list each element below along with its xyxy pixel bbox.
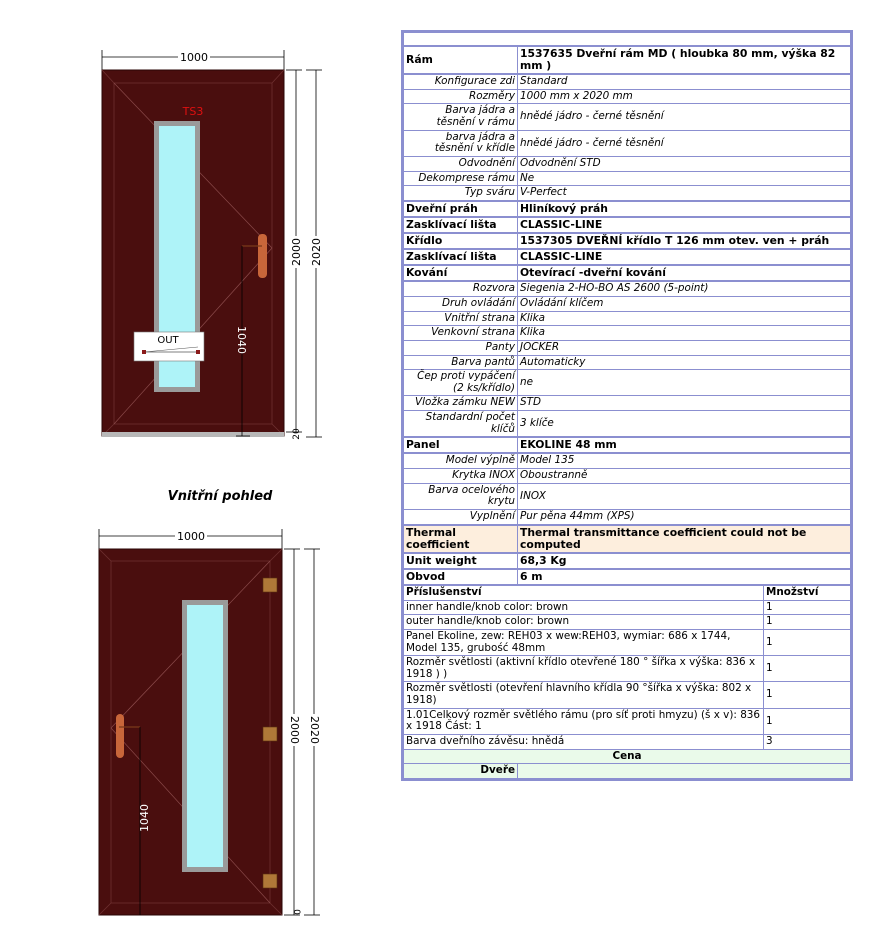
spec-detail-row	[403, 186, 852, 201]
spec-value: 6 m	[518, 569, 852, 585]
spec-section-row	[403, 265, 852, 281]
spec-value: Thermal transmittance coefficient could not be computed	[518, 525, 852, 553]
spec-detail-row	[403, 326, 852, 341]
spec-section-row	[403, 437, 852, 453]
accessory-item: Rozměr světlosti (otevření hlavního křídla 90 °šířka x výška: 802 x 1918)	[403, 682, 764, 708]
accessory-row	[403, 656, 852, 682]
inner-height-inner-label: 2000	[288, 716, 301, 744]
spec-label: Barva ocelového krytu	[403, 483, 518, 509]
accessory-item: 1.01Celkový rozměr světlého rámu (pro síť proti hmyzu) (š x v): 836 x 1918 Část: 1	[403, 708, 764, 734]
spec-label: Konfigurace zdi	[403, 74, 518, 89]
spec-detail-row	[403, 281, 852, 296]
spec-label: Panty	[403, 340, 518, 355]
spec-detail-row	[403, 483, 852, 509]
accessory-row	[403, 682, 852, 708]
spec-value: hnědé jádro - černé těsnění	[518, 104, 852, 130]
spec-value: V-Perfect	[518, 186, 852, 201]
spec-detail-row	[403, 74, 852, 89]
spec-label: Dveřní práh	[403, 201, 518, 217]
accessory-qty: 1	[764, 600, 852, 615]
spec-label: Zasklívací lišta	[403, 217, 518, 233]
spec-label: Panel	[403, 437, 518, 453]
accessory-qty: 1	[764, 629, 852, 655]
spec-detail-row	[403, 469, 852, 484]
spec-section-row	[403, 217, 852, 233]
spec-detail-row	[403, 311, 852, 326]
table-top-strip	[403, 32, 852, 47]
spec-label: Vložka zámku NEW	[403, 396, 518, 411]
spec-value: Hliníkový práh	[518, 201, 852, 217]
spec-label: Vyplnění	[403, 510, 518, 525]
quantity-header: Množství	[764, 585, 852, 600]
accessory-qty: 1	[764, 615, 852, 630]
outer-ts3-badge: TS3	[182, 105, 204, 118]
spec-value: 3 klíče	[518, 411, 852, 438]
spec-label: Čep proti vypáčení (2 ks/křídlo)	[403, 370, 518, 396]
outer-threshold	[102, 432, 284, 437]
spec-value: 1537305 DVEŘNÍ křídlo T 126 mm otev. ven + práh	[518, 233, 852, 249]
spec-value: Klika	[518, 326, 852, 341]
accessory-qty: 1	[764, 708, 852, 734]
spec-label: Rám	[403, 46, 518, 74]
spec-detail-row	[403, 411, 852, 438]
inner-width-label: 1000	[177, 530, 205, 543]
spec-label: Model výplně	[403, 453, 518, 468]
accessory-qty: 1	[764, 656, 852, 682]
spec-label: Kování	[403, 265, 518, 281]
price-header-row	[403, 749, 852, 764]
spec-label: Barva jádra a těsnění v rámu	[403, 104, 518, 130]
door-price-row	[403, 764, 852, 780]
spec-detail-row	[403, 104, 852, 130]
spec-label: Rozměry	[403, 89, 518, 104]
spec-value: Automaticky	[518, 355, 852, 370]
outer-height-inner-label: 2000	[290, 238, 303, 266]
inner-height-total-label: 2020	[308, 716, 321, 744]
accessory-qty: 1	[764, 682, 852, 708]
outer-height-total-label: 2020	[310, 238, 323, 266]
accessory-row	[403, 600, 852, 615]
inner-hinge-top-icon	[263, 578, 277, 592]
inner-glass-pane	[187, 605, 223, 867]
accessory-qty: 3	[764, 735, 852, 750]
spec-label: Vnitřní strana	[403, 311, 518, 326]
spec-value: CLASSIC-LINE	[518, 249, 852, 265]
spec-detail-row	[403, 89, 852, 104]
spec-value: Pur pěna 44mm (XPS)	[518, 510, 852, 525]
accessory-item: Rozměr světlosti (aktivní křídlo otevřené 180 ° šířka x výška: 836 x 1918 ) )	[403, 656, 764, 682]
spec-value: ne	[518, 370, 852, 396]
door-price-label: Dveře	[403, 764, 518, 780]
spec-value: EKOLINE 48 mm	[518, 437, 852, 453]
accessory-row	[403, 615, 852, 630]
accessories-header-row	[403, 585, 852, 600]
door-drawings	[0, 0, 395, 932]
door-price-value	[518, 764, 852, 780]
spec-label: Rozvora	[403, 281, 518, 296]
spec-detail-row	[403, 370, 852, 396]
spec-label: Venkovní strana	[403, 326, 518, 341]
accessories-header: Příslušenství	[403, 585, 764, 600]
spec-value: hnědé jádro - černé těsnění	[518, 130, 852, 156]
spec-label: barva jádra a těsnění v křídle	[403, 130, 518, 156]
inner-handle-height-label: 1040	[138, 804, 151, 832]
spec-label: Typ sváru	[403, 186, 518, 201]
spec-detail-row	[403, 157, 852, 172]
outer-threshold-label: 20	[292, 428, 302, 440]
spec-value: INOX	[518, 483, 852, 509]
spec-label: Barva pantů	[403, 355, 518, 370]
spec-value: STD	[518, 396, 852, 411]
spec-detail-row	[403, 396, 852, 411]
spec-value: 68,3 Kg	[518, 553, 852, 569]
spec-section-row	[403, 249, 852, 265]
spec-detail-row	[403, 340, 852, 355]
spec-value: Model 135	[518, 453, 852, 468]
spec-detail-row	[403, 510, 852, 525]
spec-section-row	[403, 525, 852, 553]
inner-door-view	[99, 529, 321, 915]
spec-value: Klika	[518, 311, 852, 326]
outer-opening-label: OUT	[157, 335, 179, 346]
accessory-row	[403, 708, 852, 734]
spec-label: Obvod	[403, 569, 518, 585]
outer-handle-icon	[258, 234, 267, 278]
spec-value: Standard	[518, 74, 852, 89]
spec-value: JOCKER	[518, 340, 852, 355]
accessory-item: outer handle/knob color: brown	[403, 615, 764, 630]
spec-value: Odvodnění STD	[518, 157, 852, 172]
spec-value: Siegenia 2-HO-BO AS 2600 (5-point)	[518, 281, 852, 296]
accessory-item: Barva dveřního závěsu: hnědá	[403, 735, 764, 750]
spec-section-row	[403, 233, 852, 249]
inner-hinge-bottom-icon	[263, 874, 277, 888]
accessory-row	[403, 629, 852, 655]
spec-detail-row	[403, 355, 852, 370]
spec-label: Standardní počet klíčů	[403, 411, 518, 438]
spec-label: Krytka INOX	[403, 469, 518, 484]
spec-detail-row	[403, 453, 852, 468]
inner-view-title: Vnitřní pohled	[167, 489, 273, 504]
accessory-item: inner handle/knob color: brown	[403, 600, 764, 615]
spec-label: Unit weight	[403, 553, 518, 569]
accessory-item: Panel Ekoline, zew: REH03 x wew:REH03, wymiar: 686 x 1744, Model 135, grubość 48mm	[403, 629, 764, 655]
inner-hinge-middle-icon	[263, 727, 277, 741]
spec-section-row	[403, 569, 852, 585]
outer-width-label: 1000	[180, 51, 208, 64]
spec-label: Thermal coefficient	[403, 525, 518, 553]
price-header: Cena	[403, 749, 852, 764]
spec-detail-row	[403, 130, 852, 156]
spec-value: 1537635 Dveřní rám MD ( hloubka 80 mm, výška 82 mm )	[518, 46, 852, 74]
outer-door-view	[102, 50, 323, 440]
spec-value: Oboustranně	[518, 469, 852, 484]
outer-handle-height-label: 1040	[235, 326, 248, 354]
specification-table	[401, 30, 853, 781]
spec-value: Otevírací -dveřní kování	[518, 265, 852, 281]
spec-label: Odvodnění	[403, 157, 518, 172]
spec-value: 1000 mm x 2020 mm	[518, 89, 852, 104]
spec-label: Křídlo	[403, 233, 518, 249]
spec-value: Ne	[518, 171, 852, 186]
accessory-row	[403, 735, 852, 750]
spec-section-row	[403, 553, 852, 569]
spec-label: Zasklívací lišta	[403, 249, 518, 265]
spec-detail-row	[403, 171, 852, 186]
spec-detail-row	[403, 296, 852, 311]
inner-handle-icon	[116, 714, 124, 758]
spec-value: Ovládání klíčem	[518, 296, 852, 311]
spec-section-row	[403, 201, 852, 217]
spec-section-row	[403, 46, 852, 74]
spec-label: Dekomprese rámu	[403, 171, 518, 186]
spec-value: CLASSIC-LINE	[518, 217, 852, 233]
spec-label: Druh ovládání	[403, 296, 518, 311]
inner-threshold-label: 0	[291, 909, 301, 915]
